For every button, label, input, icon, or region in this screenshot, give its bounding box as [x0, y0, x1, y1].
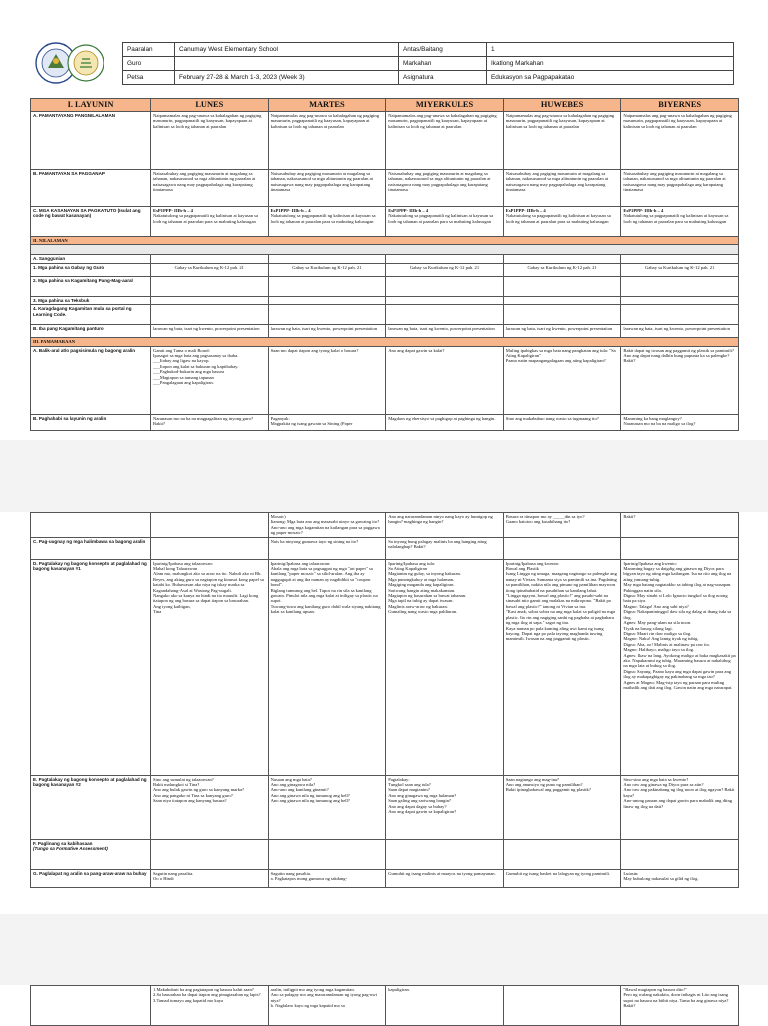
cell-text: Naipamamalas ang pag-unawa sa kahalagahan ng pagiging masunurin, pagpapanatili ng kaayusan, kapayapaan at kalinisan sa loob ng tahanan at paaralan [503, 111, 621, 169]
cell-text: Naipamamalas ang pag-unawa sa kahalagahan ng pagiging masunurin, pagpapanatili ng kaayusan, kapayapaan at kalinisan sa loob ng tahanan at paaralan [386, 111, 504, 169]
page-gap [0, 914, 768, 985]
cell-text: Gamit ang Tama o mali Board: Ipasagot sa mga bata ang pagsasanay sa ibaba. ___Itabay ang ligaw na kayop. ___Itapon ang kalat sa bakuran ng kapitbahay. ___Pagbukod-bukurin ang mga basura ___Magtapon sa tamang tapunan ___Pangalagaan ang kapaligiran. [151, 346, 269, 414]
cell-text: Naipamamalas ang pag-unawa sa kahalagahan ng pagiging masunurin, pagpapanatili ng kaayusan, kapayapaan at kalinisan sa loob ng tahanan at paaralan [151, 111, 269, 169]
competency-code: EsP1PPP- IIIb-h – 4 [388, 207, 429, 213]
header-row [123, 71, 734, 85]
competency-code: EsP1PPP- IIIb-h – 4 [270, 207, 311, 213]
row-gabay-guro [31, 263, 739, 276]
row-label: C. MGA KASANAYAN SA PAGKATUTO (Isulat ang code ng bawat kasanayan) [31, 206, 151, 236]
cell-text: Gabay sa Kurikulum ng K-12 pah. 21 [268, 263, 386, 276]
cell-text: larawan ng bata, tsart ng kwento, powerpoint presentation [151, 325, 269, 338]
days-header-row [31, 99, 739, 112]
cell-text: 1.Makabubuti ba ang pagtatapon ng basura kahit saan? 2.Sa basurahan ba dapat itapon ang pinagtasahan ng lapis? 3.Tamad tumayo ang kapatid mo kaya [151, 986, 269, 1026]
cell-text: Iparinig/Ipabasa ang kwento: Bawal ang Plastik Isang Linggo ng umaga, maagang nagtungo sa palengke ang nanay ni Vivian. Sumama siya sa pamimili sa ina. Pagdating sa pamilihan, nakita nila ang pinuno ng pamilihan mayroon itong ipinababatid na pasabihan sa kanilang lahat. "Lingga ngayon, bawal ang plastic!" ang pasabi-sabi na sinasabi nito gamit ang malakas na mikropono. "Bakit po bawal ang plastic?" tanong ni Vivian sa ina. "Kasi anak, sobra sobra na ang mga kalat sa paligid na mga plastic. Ito rin ang nagiging sanhi ng pagbaha at pagbabara ng mga ilog at sapa." sagot ng ina. Kaya naman po pala kaming aling uwi kami ng isang bayong. Dapat nga po pala tayong maghanda tuwing mamimili. Iwasan na ang paggamit ng plastic. [503, 559, 621, 775]
header-row [123, 43, 734, 57]
row-teksbuk [31, 296, 739, 304]
page-gap [0, 440, 768, 512]
row-label: F. Paglinang sa kabihasaan [33, 840, 93, 846]
competency-text: Nakatutulong sa pagpapanatili ng kalinisan at kayusan sa loob ng tahanan at paaralan para sa mabuting kalusugan [153, 213, 258, 224]
cell-text: Sagutin nang pasalita. Oo o Hindi [151, 869, 269, 887]
cell-text [621, 206, 739, 236]
row-label: B. Paghahabi sa layunin ng aralin [31, 414, 151, 430]
competency-code: EsP1PPP- IIIb-h – 4 [153, 207, 193, 213]
lesson-plan-page-3 [30, 985, 738, 1024]
cell-text: Bakit dapat ng iwasan ang paggamit ng plastik sa pamimili? Ano ang dapat nang dalhin kung pupunta ka sa palengke? Bakit? [621, 346, 739, 414]
row-label: C. Pag-uugnay ng mga halimbawa sa bagong aralin [31, 537, 151, 559]
row-paghahabi-continued [31, 513, 739, 538]
row-kasanayan [31, 206, 739, 236]
cell-text: aralin, iniligpit mo ang iyong mga kagamitan. Ano sa palagay mo ang mararamdaman ng iyong pag-uwi niya? b. Naglalaro kayo ng mga kapatid mo sa [268, 986, 386, 1026]
cell-text: Naipamamalas ang pag-unawa sa kahalagahan ng pagiging masunurin, pagpapanatili ng kaayusan, kapayapaan at kalinisan sa loob ng tahanan at paaralan [268, 111, 386, 169]
lesson-plan-table-continued [30, 985, 739, 1026]
cell-text: Naisasabuhay ang pagiging masunurin at magalang sa tahanan, nakasusunod sa mga alituntunin ng paaralan at naisasagawa nang may pagpapahalaga ang karapatang tinatamasa [503, 169, 621, 206]
cell-text: Sagutin nang pasalita. a. Pagkatapos mong gumawa ng takdang- [268, 869, 386, 887]
row-label: 1. Mga pahina sa Gabay ng Guro [31, 263, 151, 276]
cell-text [503, 206, 621, 236]
cell-text [268, 206, 386, 236]
lesson-plan-table-continued [30, 512, 739, 888]
cell-text: Iparinig/Ipabasa ang talaarawan: Abala ang mga bata sa pagsugpat ng mga "art paper" sa kanilang "paper mosaic" sa silid-aralan. Ang iba ay naggugupit at ang iba naman ay nagdidikit sa "coupon bond". Biglang tumunog ang bel. Tapos na rin sila sa kanilang gawain. Pinulot nila ang mga kalat at iniligay sa plastic na supot. Tuwang-tuwa ang kanilang guro dahil wala siyang nakitang kalat sa kanilang upuan. [268, 559, 386, 775]
header-value [175, 57, 399, 71]
cell-text: "Bawal magtapon ng basura dito!" Pero ng walang nakakita, doon inihagis ni Lito ang isang supot na basura na bitbit niya. Tama ba ang ginawa niya? Bakit? [621, 986, 739, 1026]
cell-text: Paganyak: Magpakita ng isang gawain sa Sining (Paper [268, 414, 386, 430]
competency-text: Nakatutulong sa pagpapanatili ng kalinisan at kayusan sa loob ng tahanan at paaralan para sa mabuting kalusugan [623, 213, 729, 224]
cell-text: Ano ang nararamdaman ninyo nang kayo ay humigop ng hangin? maghinga ng hangin? [386, 513, 504, 538]
row-label: B. PAMANTAYAN SA PAGGANAP [31, 169, 151, 206]
row-label: G. Paglalapat ng aralin sa pang-araw-araw na buhay [31, 869, 151, 887]
cell-text: Iparinig/Ipabasa ang talaarawan: Mahal kong Talaarawan Alam mo, malungkot ako sa araw na ito. Nahuli ako ni Bb. Reyes, ang aking guro sa nagtapon ng kinusot kong papel sa katabi ko. Buhawasan ako niya ng iskay marka sa Kagandahang-Asal at Wastong Pag-uugali. Nangako ako sa kanya na hindi na ito mauulit. Lagi kong itatapon ng ang basura sa dapat itapon sa basurahan. Ang iyong kaibigan, Tina [151, 559, 269, 775]
section-nilalaman [31, 236, 739, 244]
cell-text: Nais ba ninyong gumawa tayo ng sining na ito? [268, 537, 386, 559]
row-label: 4. Karagdagang Kagamitan mula sa portal ng Learning Code. [31, 305, 151, 325]
day-heading: BIYERNES [621, 99, 739, 112]
competency-text: Nakatutulong sa pagpapanatili ng kalinisan at kayusan sa loob ng tahanan at paaralan para sa mabuting kalusugan [505, 213, 611, 224]
cell-text: Sino ang sumulat ng talaarawan? Bakit malungkot si Tina? Ano ang bulak gawin ng guro sa kanyang marka? Ano ang pangako ni Tina sa kanyang guro? Saan niya itatapon ang kanyang basura? [151, 775, 269, 839]
header-value: 1 [487, 43, 734, 57]
cell-text: Sino-sino ang mga bata sa kwento? Ano raw ang ginawa ng Diyos para sa atin? Ano raw ang pakinabang ng ilog noon at ilog ngayon? Bakit kaya? Ano-anong paraan ang dapat gawin para mabalik ang dting linaw ng ilog na dati? [621, 775, 739, 839]
row-pamantayang-pangnilalaman [31, 111, 739, 169]
cell-text: Naipamamalas ang pag-unawa sa kahalagahan ng pagiging masunurin, pagpapanatili ng kaayusan, kapayapaan at kalinisan sa loob ng tahanan at paaralan [621, 111, 739, 169]
row-pagtalakay-2 [31, 775, 739, 839]
cell-text: Naranasan mo na ba na magpagalitan ng inyong guro? Bakit? [151, 414, 269, 430]
row-label: 2. Mga pahina sa Kagamitang Pang-Mag-aaral [31, 276, 151, 296]
competency-text: Nakatutulong sa pagpapanatili ng kalinisan at kayusan sa loob ng tahanan at paaralan para sa mabuting kalusugan [388, 213, 494, 224]
cell-text: larawan ng bata, tsart ng kwento, powerpoint presentation [268, 325, 386, 338]
cell-text: Mosaic) Itanong: Mga bata ano ang masasabi ninyo sa gawaing ito? Ano-ano ang mga kagamitan na kailangan para sa paggawa ng paper mosaic? [268, 513, 386, 538]
cell-text [503, 986, 621, 1026]
row-balik-aral [31, 346, 739, 414]
row-sanggunian [31, 255, 739, 263]
cell-text: Maraming ka bang maglangoy? Naranasan mo na ba na maligo sa ilog? [621, 414, 739, 430]
row-sublabel: (Tungo sa Formative Assessment) [33, 846, 108, 852]
cell-text: Naisasabuhay ang pagiging masunurin at magalang sa tahanan, nakasusunod sa mga alituntunin ng paaralan at naisasagawa nang may pagpapahalaga ang karapatang tinatamasa [268, 169, 386, 206]
row-label: B. Iba pang Kagamitang panturo [31, 325, 151, 338]
cell-text [151, 206, 269, 236]
lesson-plan-page-1 [30, 38, 738, 440]
cell-text [386, 206, 504, 236]
cell-text: Bakit? [621, 513, 739, 538]
day-heading: LUNES [151, 99, 269, 112]
cell-text: Pagtalakay: Tungkol saan ang tula? Saan dapat magtanim? Ano ang ginagawa ng mga halaman? Saan galing ang sariwang hangin? Ano ang dapat dagay sa buhay? Ano ang dapat gawin sa kapaligiran? [386, 775, 504, 839]
cell-text: larawan ng bata, tsart ng kwento, powerpoint presentation [386, 325, 504, 338]
cell-text: Sino ang makabubuo nang wasto sa tugmaang ito? [503, 414, 621, 430]
cell-text: larawan ng bata, tsart ng kwento, powerpoint presentation [503, 325, 621, 338]
row-kagamitang-mag-aaral [31, 276, 739, 296]
competency-code: EsP1PPP- IIIb-h – 4 [623, 207, 664, 213]
row-paglinang [31, 839, 739, 869]
section-heading: III. PAMAMARAAN [31, 338, 739, 346]
cell-text: Naisasabuhay ang pagiging masunurin at magalang sa tahanan, nakasusunod sa mga alituntunin ng paaralan at naisasagawa nang may pagpapahalaga ang karapatang tinatamasa [621, 169, 739, 206]
header-value: Canumay West Elementary School [175, 43, 399, 57]
cell-text: Gumuhit ng isang basket na lalagyan ng iyong pamimili. [503, 869, 621, 887]
cell-text: Ano ang dapat gawin sa kalat? [386, 346, 504, 414]
cell-text: kapaligiran. [386, 986, 504, 1026]
cell-text: Gabay sa Kurikulum ng K-12 pah. 21 [621, 263, 739, 276]
cell-text: Gumuhit ng isang malinis at maayos na iyong pamayanan. [386, 869, 504, 887]
header-label: Guro [123, 57, 175, 71]
day-heading: MARTES [268, 99, 386, 112]
row-label: D. Pagtalakay ng bagong konsepto at paglalahad ng bagong kasanayan #1 [31, 559, 151, 775]
row-label-cell [31, 839, 151, 869]
cell-text: Lutasin: May bubulong nakasulat sa gilid ng ilog. [621, 869, 739, 887]
cell-text: Saan mo dapat itapon ang iyong kalat o basura? [268, 346, 386, 414]
blank-cell [31, 245, 739, 255]
header-label: Petsa [123, 71, 175, 85]
row-label: 3. Mga pahina sa Teksbuk [31, 296, 151, 304]
row-label: A. Sanggunian [31, 255, 151, 263]
row-pamantayan-sa-pagganap [31, 169, 739, 206]
layunin-heading: I. LAYUNIN [31, 99, 151, 112]
row-pagtalakay-1 [31, 559, 739, 775]
cell-text: Sa inyong bung palagay malinis ba ang hanging ating nalalanghap? Bakit? [386, 537, 504, 559]
cell-text: Nasaan ang mga bata? Ano ang ginagawa nila? Ano-ano ang kanilang ginamit? Ano ang ginawa nila ng tumunog ang bell? Ano ang ginawa nila ng tumunog ang bell? [268, 775, 386, 839]
row-paglalapat [31, 869, 739, 887]
header-label: Antas/Baitang [399, 43, 487, 57]
section-heading: II. NILALAMAN [31, 236, 739, 244]
header-value: Edukasyon sa Pagpapakatao [487, 71, 734, 85]
row-paglalapat-continued [31, 986, 739, 1026]
competency-text: Nakatutulong sa pagpapanatili ng kalinisan at kayusan sa loob ng tahanan at paaralan para sa mabuting kalusugan [270, 213, 376, 224]
row-paghahabi [31, 414, 739, 430]
section-pamamaraan [31, 338, 739, 346]
cell-text: Saan nagtungo ang mag-ina? Ano ang anunsiyo ng puno ng pamilihan? Bakit ipinagbabawal ang paggamit ng plastik? [503, 775, 621, 839]
day-heading: MIYERKULES [386, 99, 504, 112]
cell-text: Naisasabuhay ang pagiging masunurin at magalang sa tahanan, nakasusunod sa mga alituntunin ng paaralan at naisasagawa nang may pagpapahalaga ang karapatang tinatamasa [151, 169, 269, 206]
cell-text: Gabay sa Kurikulum ng K-12 pah. 21 [386, 263, 504, 276]
row-blank [31, 245, 739, 255]
cell-text: Iparinig/Ipabasa ang tula: Sa Ating Kapaligiran Magtanim ng gulay, sa inyong bakuran. Mga punongkahoy at mga halaman. Magiging maganda ang kapaligiran. Sariwang hangin ating makakamtan. Magtapon ng basurahan sa buwat tahanan. Mga tapil na tubig ay dapat iwasan. Maglinis araw-araw ng bakuran. Gumaling nang wasto mga paldiuran. [386, 559, 504, 775]
header-label: Paaralan [123, 43, 175, 57]
cell-text: Muling ipabigkas sa mga bata nang pangkatan ang tula: "Sa Ating Kapaligiran" Paano natin mapangangalagaan ang ating kapaligiran? [503, 346, 621, 414]
cell-text: Basura ra itinapon mo ay _____din sa iyo? Gaano katotoo ang kasabihang ito? [503, 513, 621, 538]
row-label: A. PAMANTAYANG PANGNILALAMAN [31, 111, 151, 169]
competency-code: EsP1PPP- IIIb-h – 4 [505, 207, 546, 213]
row-label: A. Balik-aral at/o pagsisimula ng bagong aralin [31, 346, 151, 414]
school-seal-logo [34, 40, 104, 86]
lesson-plan-page-2 [30, 512, 738, 914]
row-karagdagang-kagamitan [31, 305, 739, 325]
header-row [123, 57, 734, 71]
header-value: February 27-28 & March 1-3, 2023 (Week 3) [175, 71, 399, 85]
cell-text: larawan ng bata, tsart ng kwento, powerpoint presentation [621, 325, 739, 338]
cell-text: Iparinig/Ipabasa ang kwento: Maraming bagay sa daigdig ang ginawa ng Diyos para bigyan tayo ng ating mga kailangan. Isa na rito ang ilog na ating yamang-tubig. May mga batang nagtatakbo sa tabing ilog at nag-uusapan. Pakinggan natin sila. Digna: May sinabi si Lolo Ignacio tungkol sa ilog noong bata pa siya. Magno: Talaga! Ano ang sabi niya? Digna: Nakapanininggol daw sila ng dalag at ibang isda sa ilog. Agnes: May pang-ulam na sila noon. Tiyak na busog silang lagi. Digna: Maari rin daw maligo sa ilog. Magno: Naku! Ang lamig tiyak ng tubig. Digna: Aba, oo! Malinis at malinaw pa raw ito. Magno: Halikayo, maligo tayo sa ilog. Agnes: Ikaw na lang. Ayokong maligo at baka magkasakit pa ako. Napakarumi ng tubig. Maraming basura at nakalubog na mga lata at bubog sa ilog. Digna: Sayang. Paano kaya ang mga dapat gawin para ang ilog ay makapagbigay ng pakinabang sa mga tao? Agnes at Magno: Mag-isip tayo ng paraan para muling maibalik ang dati ang ilog. Gawin natin ang mga nararapat. [621, 559, 739, 775]
cell-text: Naisasabuhay ang pagiging masunurin at magalang sa tahanan, nakasusunod sa mga alituntunin ng paaralan at naisasagawa nang may pagpapahalaga ang karapatang tinatamasa [386, 169, 504, 206]
day-heading: HUWEBES [503, 99, 621, 112]
header-info-table [122, 42, 734, 85]
header-value: Ikatlong Markahan [487, 57, 734, 71]
row-iba-pang-kagamitan [31, 325, 739, 338]
header-label: Markahan [399, 57, 487, 71]
cell-text: Gabay sa Kurikulum ng K-12 pah. 21 [151, 263, 269, 276]
cell-text: Magdaos ng ehersisyo sa paghigop at paghinga ng hangin. [386, 414, 504, 430]
row-pag-uugnay [31, 537, 739, 559]
dll-header [30, 38, 738, 88]
row-label: E. Pagtalakay ng bagong konsepto at paglalahad ng bagong kasanayan #2 [31, 775, 151, 839]
lesson-plan-table [30, 98, 739, 431]
cell-text: Gabay sa Kurikulum ng K-12 pah. 21 [503, 263, 621, 276]
header-label: Asignatura [399, 71, 487, 85]
